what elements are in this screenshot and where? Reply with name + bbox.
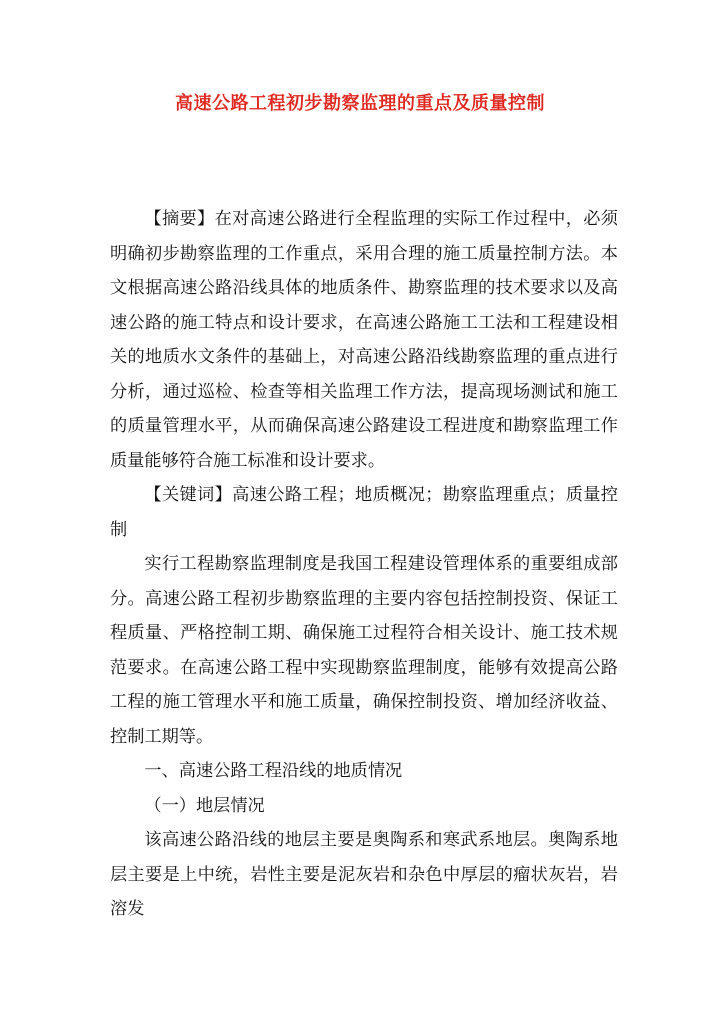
subsection-heading: （一）地层情况 (144, 795, 265, 816)
abstract-paragraph: 【摘要】在对高速公路进行全程监理的实际工作过程中，必须明确初步勘察监理的工作重点，采用合理的施工质量控制方法。本文根据高速公路沿线具体的地质条件、勘察监理的技术要求以及高速公路的施工特点和设计要求，在高速公路施工工法和工程建设相关的地质水文条件的基础上，对高速公路沿线勘察监理的重点进行分析，通过巡检、检查等相关监理工作方法，提高现场测试和施工的质量管理水平，从而确保高速公路建设工程进度和勘察监理工作质量能够符合施工标准和设计要求。 (110, 209, 618, 471)
document-title: 高速公路工程初步勘察监理的重点及质量控制 (175, 93, 545, 114)
intro-paragraph: 实行工程勘察监理制度是我国工程建设管理体系的重要组成部分。高速公路工程初步勘察监理的主要内容包括控制投资、保证工程质量、严格控制工期、确保施工过程符合相关设计、施工技术规范要求。在高速公路工程中实现勘察监理制度，能够有效提高公路工程的施工管理水平和施工质量，确保控制投资、增加经济收益、控制工期等。 (110, 554, 618, 747)
keywords-paragraph: 【关键词】高速公路工程；地质概况；勘察监理重点；质量控制 (110, 485, 618, 540)
document-body (110, 202, 618, 927)
stratum-paragraph: 该高速公路沿线的地层主要是奥陶系和寒武系地层。奥陶系地层主要是上中统，岩性主要是泥灰岩和杂色中厚层的瘤状灰岩，岩溶发 (110, 830, 618, 919)
section-heading: 一、高速公路工程沿线的地质情况 (144, 761, 403, 781)
